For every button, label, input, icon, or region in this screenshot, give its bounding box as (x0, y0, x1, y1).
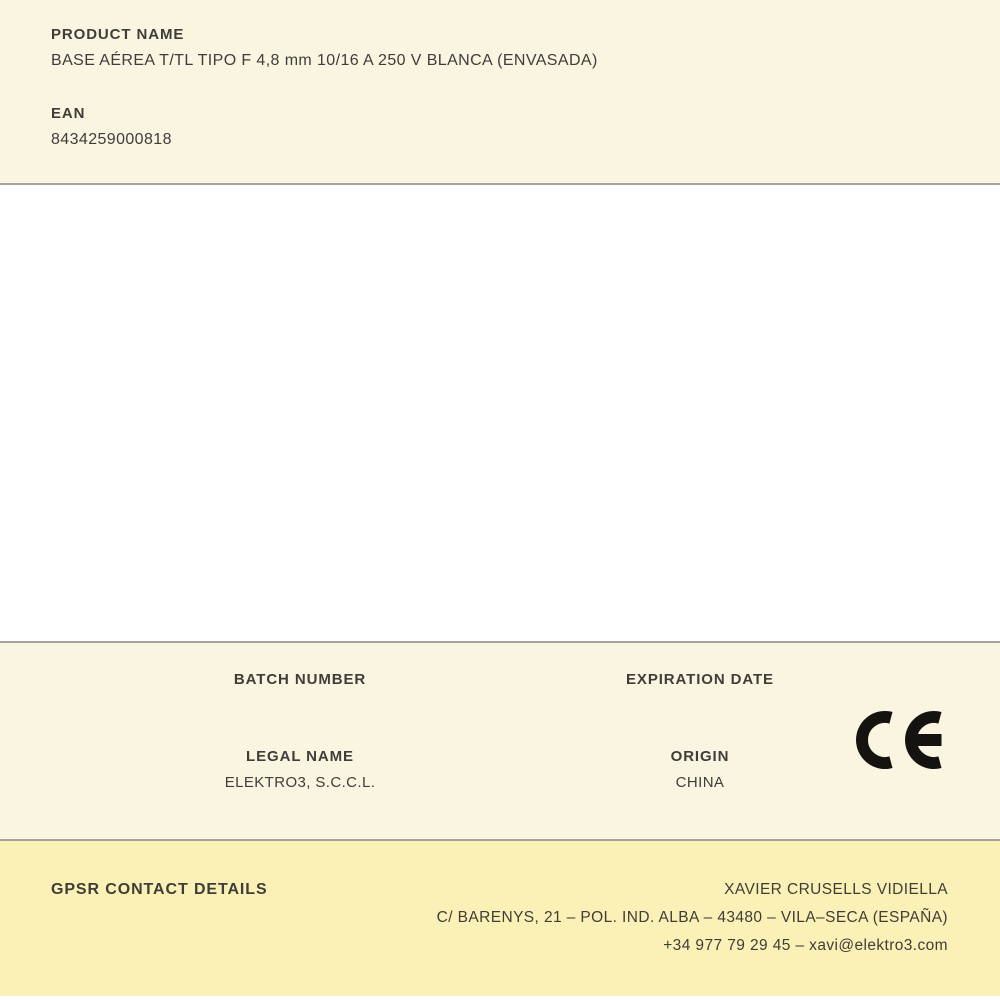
product-name-label: PRODUCT NAME (51, 26, 185, 43)
product-name-value: BASE AÉREA T/TL TIPO F 4,8 mm 10/16 A 250 V BLANCA (ENVASADA) (51, 52, 598, 69)
batch-details-section (0, 643, 1000, 841)
contact-name: XAVIER CRUSELLS VIDIELLA (724, 881, 948, 898)
legal-name-value: ELEKTRO3, S.C.C.L. (224, 774, 376, 791)
product-image-area (0, 185, 1000, 643)
ce-mark-icon (856, 708, 942, 772)
legal-name-label: LEGAL NAME (246, 748, 354, 765)
batch-number-block (100, 671, 500, 688)
ean-label: EAN (51, 105, 86, 122)
ean-value: 8434259000818 (51, 131, 172, 148)
expiration-date-label: EXPIRATION DATE (626, 671, 774, 688)
expiration-date-block (500, 671, 900, 688)
legal-name-block (100, 748, 500, 791)
product-header-section (0, 0, 1000, 185)
gpsr-footer-section (0, 841, 1000, 996)
batch-number-label: BATCH NUMBER (233, 671, 367, 688)
origin-block (500, 748, 900, 791)
ean-block (51, 105, 950, 149)
contact-phone-email: +34 977 79 29 45 – xavi@elektro3.com (663, 937, 948, 954)
product-name-block (51, 26, 950, 70)
contact-address: C/ BARENYS, 21 – POL. IND. ALBA – 43480 – VILA–SECA (ESPAÑA) (436, 909, 948, 926)
origin-label: ORIGIN (670, 748, 730, 765)
origin-value: CHINA (675, 774, 725, 791)
gpsr-contact-label: GPSR CONTACT DETAILS (51, 881, 268, 898)
gpsr-contact-block (437, 876, 948, 960)
